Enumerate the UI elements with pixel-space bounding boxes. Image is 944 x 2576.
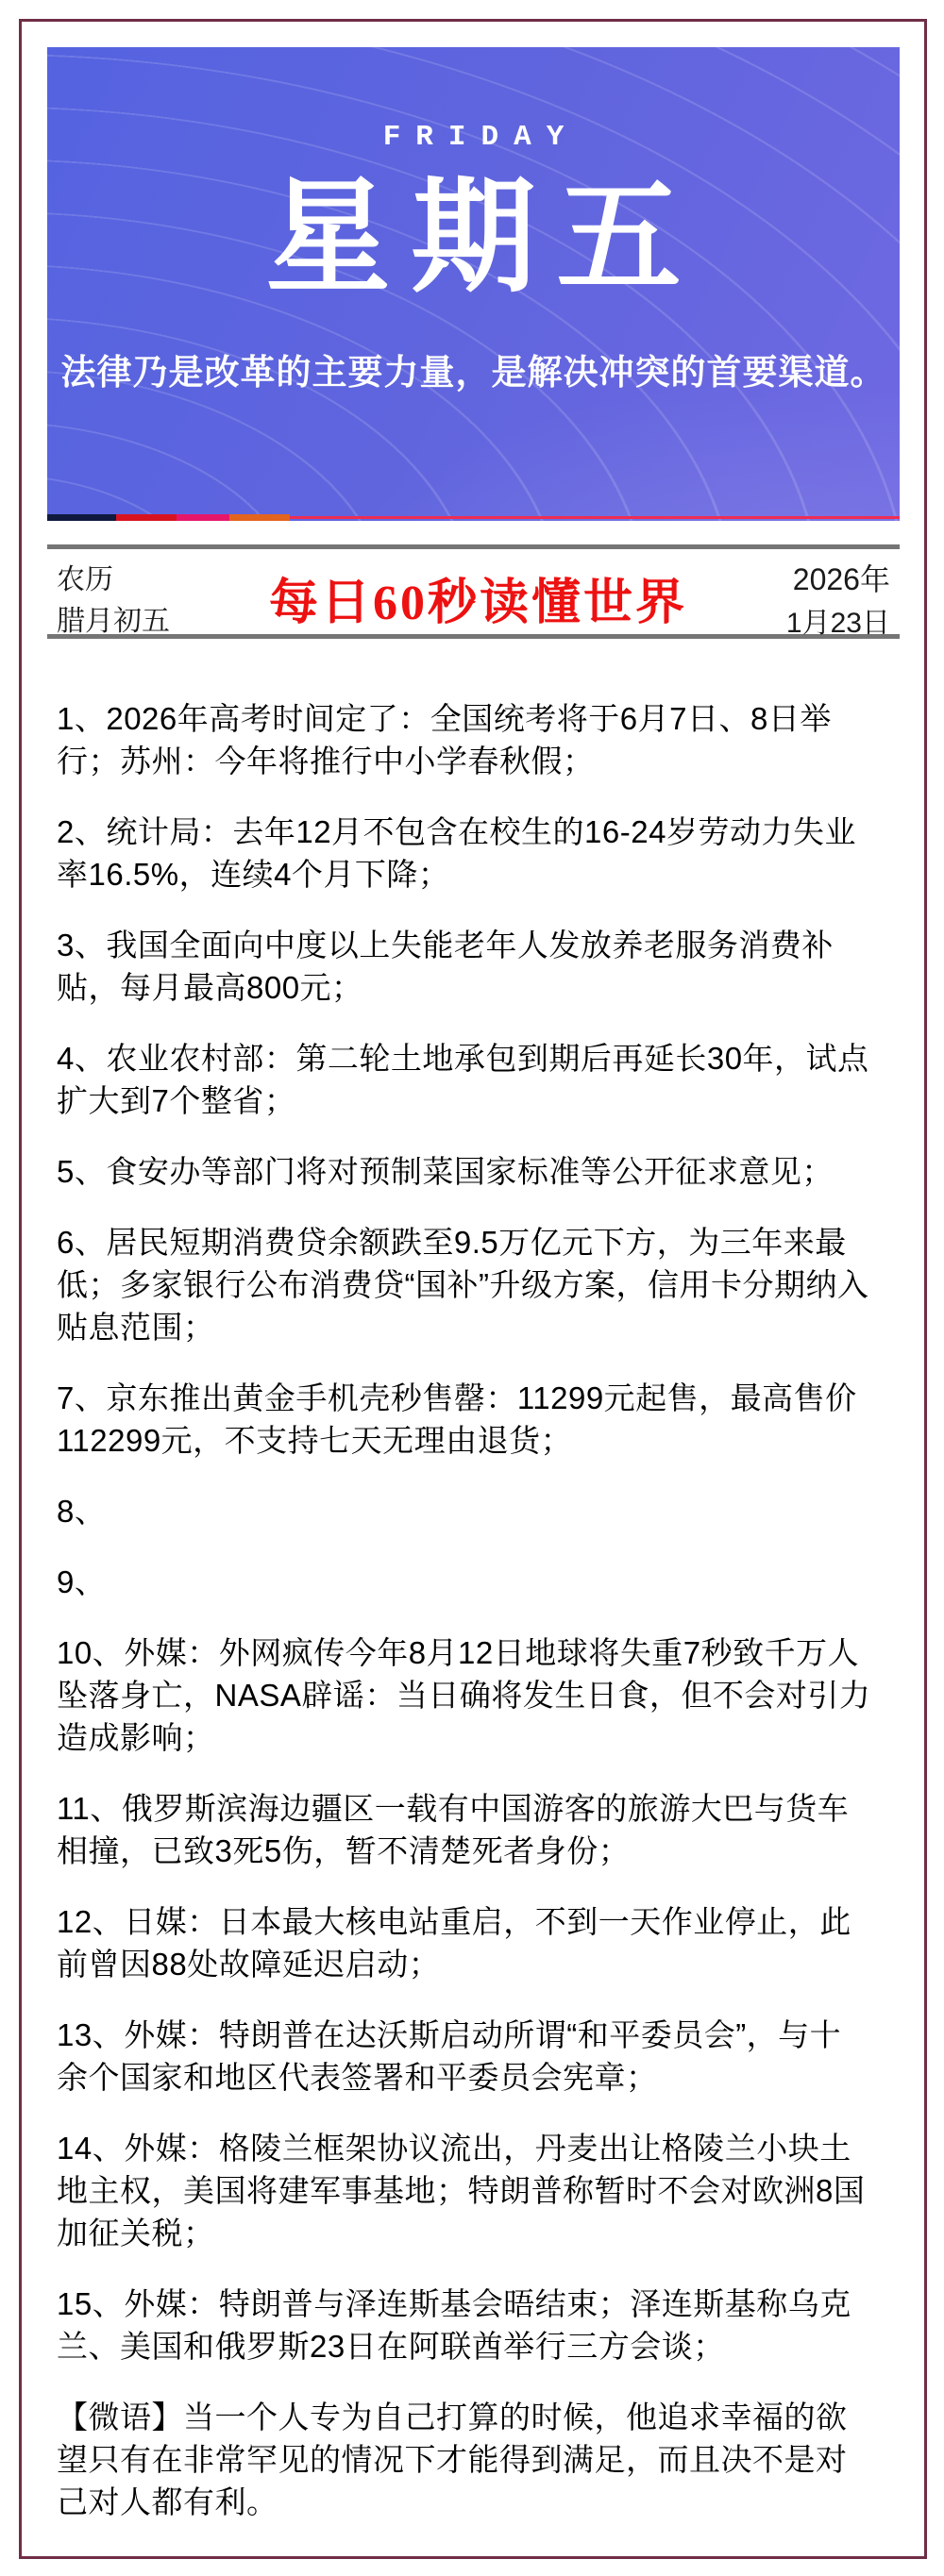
news-item-15: 15、外媒：特朗普与泽连斯基会晤结束；泽连斯基称乌克兰、美国和俄罗斯23日在阿联酋举行三方会谈；	[57, 2286, 851, 2364]
news-item-10: 10、外媒：外网疯传今年8月12日地球将失重7秒致千万人坠落身亡，NASA辟谣：当日确将发生日食，但不会对引力造成影响；	[57, 1635, 871, 1755]
news-item-13: 13、外媒：特朗普在达沃斯启动所谓“和平委员会”，与十余个国家和地区代表签署和平委员会宪章；	[57, 2017, 842, 2095]
news-item-2: 2、统计局：去年12月不包含在校生的16-24岁劳动力失业率16.5%，连续4个月下降；	[57, 814, 856, 892]
news-list	[47, 639, 899, 2523]
news-item-6: 6、居民短期消费贷余额跌至9.5万亿元下方，为三年来最低；多家银行公布消费贷“国补”升级方案，信用卡分期纳入贴息范围；	[57, 1225, 869, 1345]
weekday-banner	[47, 47, 900, 521]
year-label: 2026年	[792, 562, 890, 596]
lunar-column	[57, 556, 170, 637]
strip-segment-magenta	[177, 514, 229, 521]
weekday-chinese: 星期五	[265, 168, 702, 307]
banner-bottom-strip	[47, 514, 900, 521]
strip-segment-navy	[47, 514, 116, 521]
weiyu-note: 【微语】当一个人专为自己打算的时候，他追求幸福的欲望只有在非常罕见的情况下才能得到满足，而且决不是对己对人都有利。	[57, 2400, 848, 2519]
weekday-english: FRIDAY	[382, 121, 580, 154]
strip-segment-line	[290, 516, 900, 519]
date-column	[785, 556, 890, 639]
news-item-1: 1、2026年高考时间定了：全国统考将于6月7日、8日举行；苏州：今年将推行中小学春秋假；	[57, 701, 832, 778]
news-item-14: 14、外媒：格陵兰框架协议流出，丹麦出让格陵兰小块土地主权，美国将建军事基地；特朗普称暂时不会对欧洲8国加征关税；	[57, 2131, 866, 2250]
news-item-3: 3、我国全面向中度以上失能老年人发放养老服务消费补贴，每月最高800元；	[57, 928, 834, 1005]
strip-segment-red	[116, 514, 177, 521]
news-item-11: 11、俄罗斯滨海边疆区一载有中国游客的旅游大巴与货车相撞，已致3死5伤，暂不清楚死者身份；	[57, 1791, 850, 1868]
news-item-9: 9、	[57, 1564, 107, 1599]
date-header	[47, 549, 900, 639]
news-item-5: 5、食安办等部门将对预制菜国家标准等公开征求意见；	[57, 1154, 834, 1189]
news-item-8: 8、	[57, 1494, 107, 1529]
date-label: 1月23日	[785, 608, 890, 639]
daily-title: 每日60秒读懂世界	[268, 576, 687, 630]
news-item-7: 7、京东推出黄金手机壳秒售罄：11299元起售，最高售价112299元，不支持七天无理由退货；	[57, 1380, 857, 1458]
lunar-date: 腊月初五	[57, 606, 170, 637]
outer-frame	[19, 19, 927, 2559]
lunar-label: 农历	[57, 564, 113, 595]
banner-quote: 法律乃是改革的主要力量，是解决冲突的首要渠道。	[60, 353, 886, 393]
strip-segment-orange	[229, 514, 290, 521]
news-item-12: 12、日媒：日本最大核电站重启，不到一天作业停止，此前曾因88处故障延迟启动；	[57, 1904, 851, 1982]
news-item-4: 4、农业农村部：第二轮土地承包到期后再延长30年，试点扩大到7个整省；	[57, 1041, 869, 1118]
